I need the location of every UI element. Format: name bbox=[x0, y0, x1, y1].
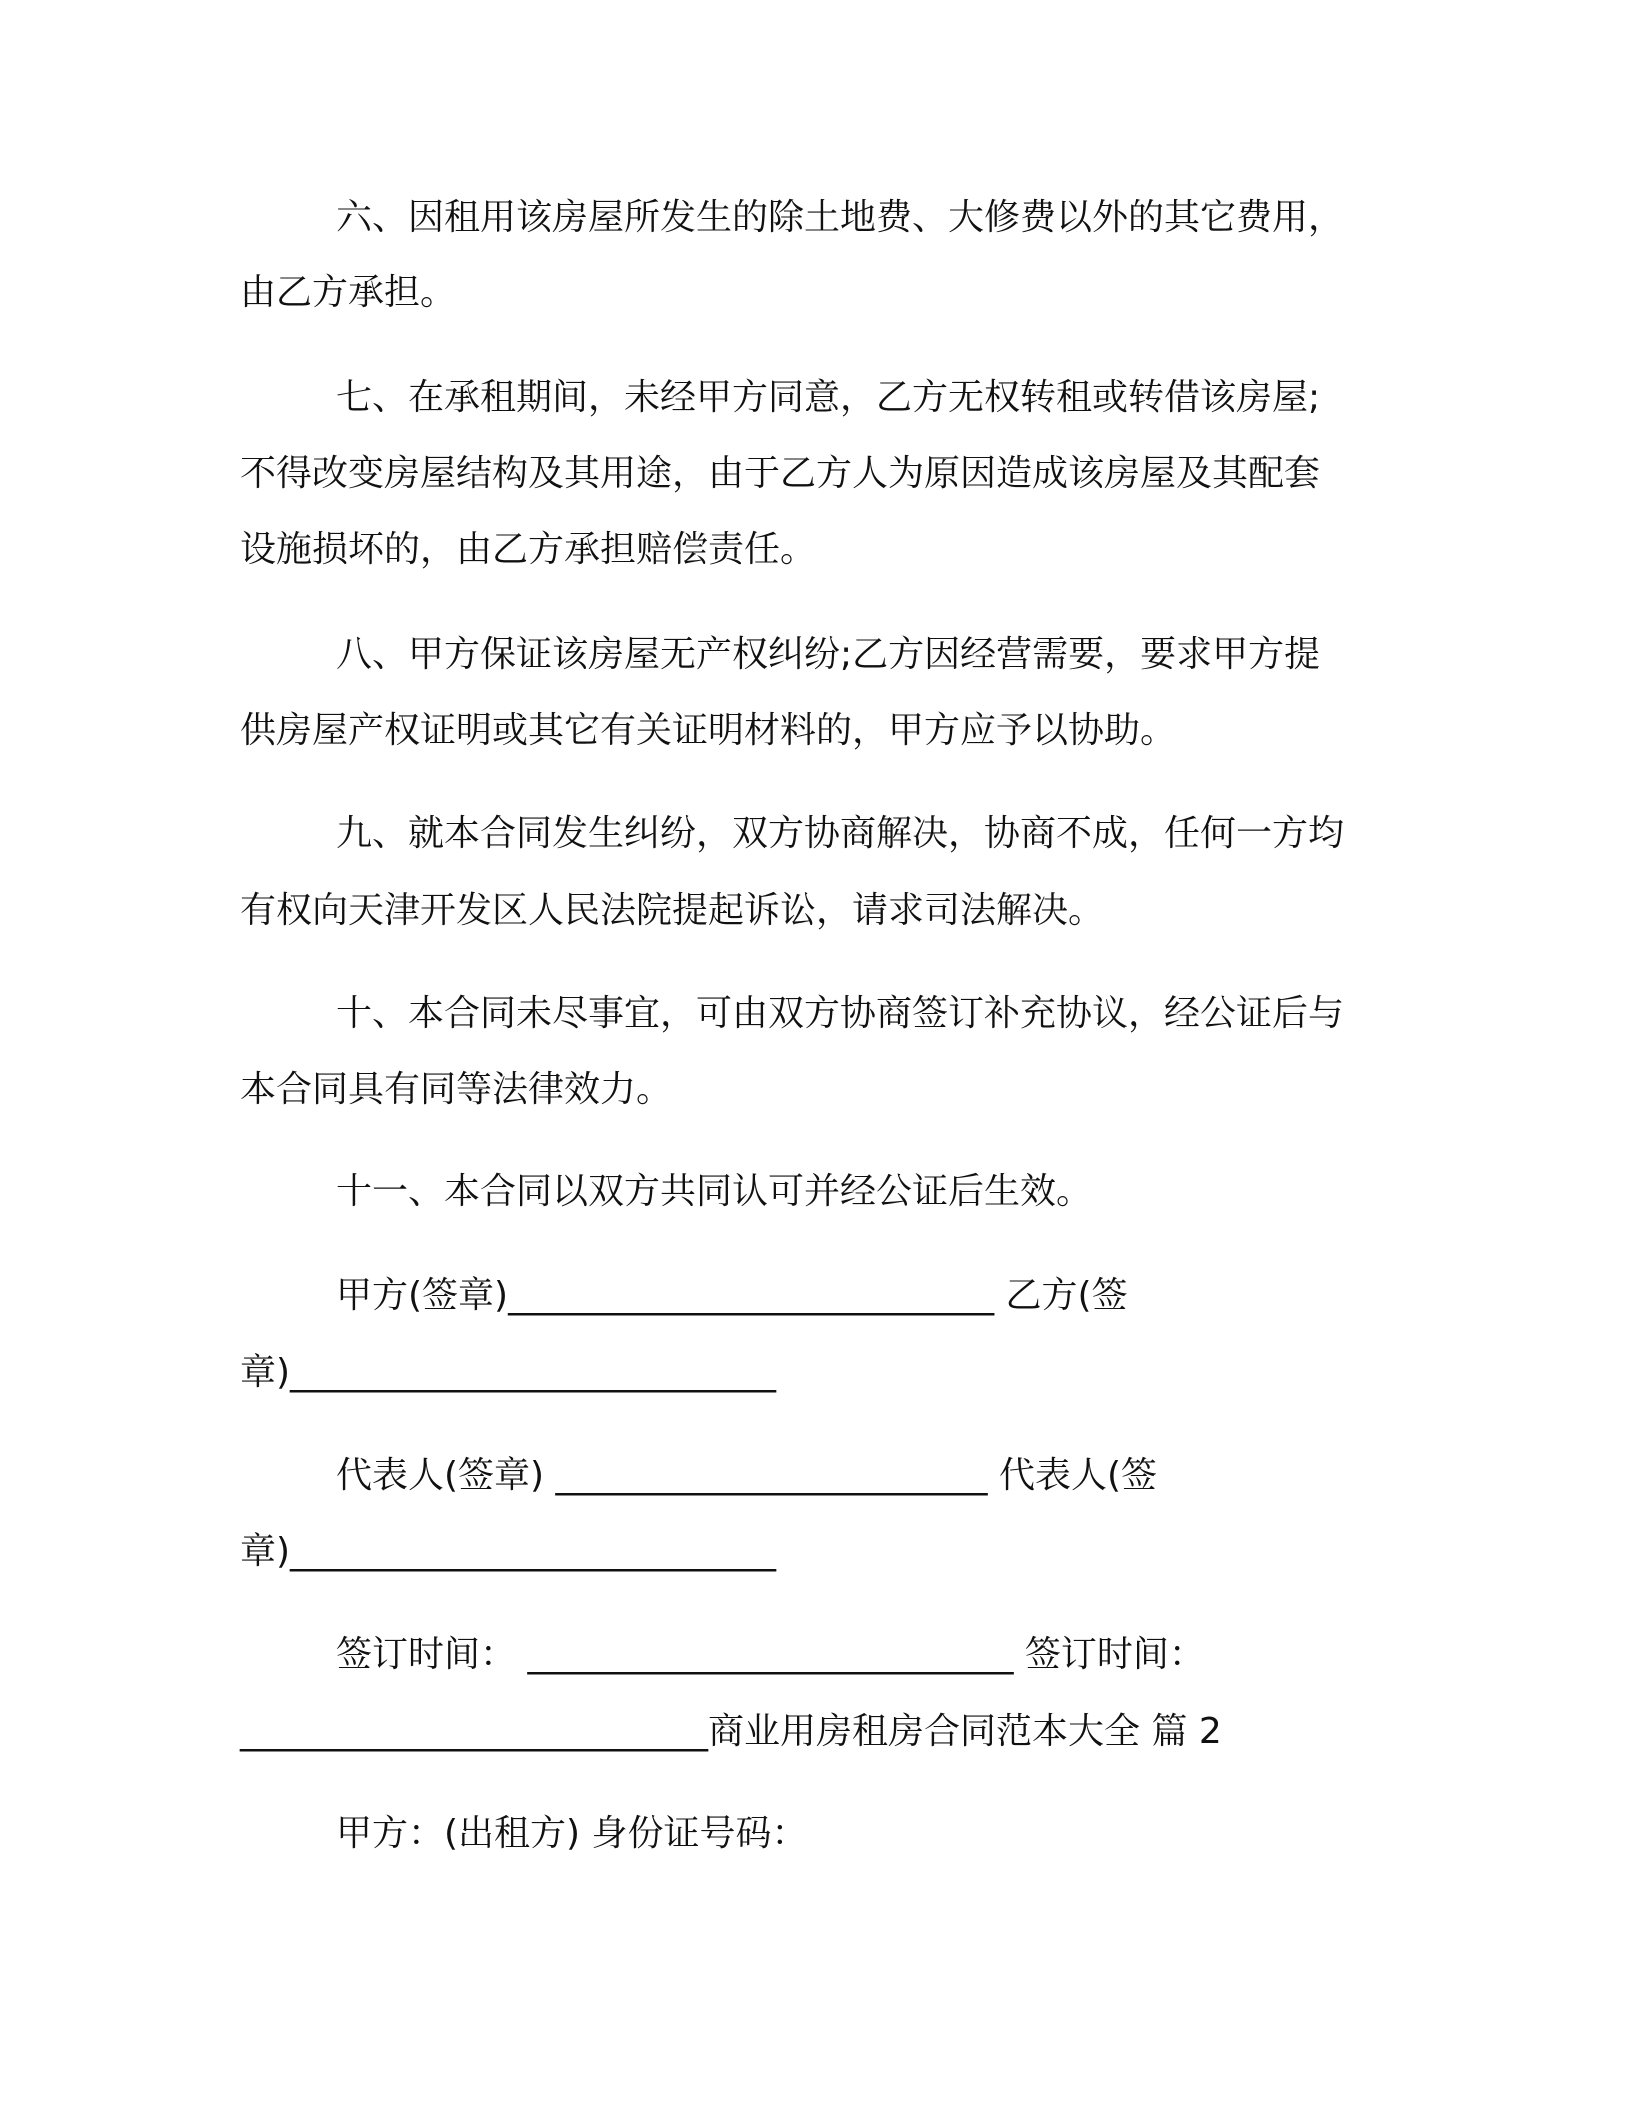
clause-10-line-1: 十、本合同未尽事宜，可由双方协商签订补充协议，经公证后与 bbox=[336, 993, 1345, 1034]
document-page bbox=[240, 0, 1420, 2112]
lessor-id-line: 甲方：(出租方) 身份证号码： bbox=[336, 1813, 808, 1854]
clause-7-line-2: 不得改变房屋结构及其用途，由于乙方人为原因造成该房屋及其配套 bbox=[240, 453, 1321, 494]
party-signature-line-1: 甲方(签章)___________________________ 乙方(签 bbox=[336, 1275, 1128, 1316]
clause-11-line-1: 十一、本合同以双方共同认可并经公证后生效。 bbox=[336, 1171, 1093, 1212]
clause-6-line-1: 六、因租用该房屋所发生的除土地费、大修费以外的其它费用， bbox=[336, 197, 1345, 238]
representative-signature-line-1: 代表人(签章) ________________________ 代表人(签 bbox=[336, 1455, 1158, 1496]
clause-10-line-2: 本合同具有同等法律效力。 bbox=[240, 1069, 673, 1110]
clause-8-line-1: 八、甲方保证该房屋无产权纠纷;乙方因经营需要，要求甲方提 bbox=[336, 634, 1321, 675]
signing-date-line-1: 签订时间： ___________________________ 签订时间： bbox=[336, 1634, 1205, 1675]
clause-9-line-2: 有权向天津开发区人民法院提起诉讼，请求司法解决。 bbox=[240, 890, 1105, 931]
clause-8-line-2: 供房屋产权证明或其它有关证明材料的，甲方应予以协助。 bbox=[240, 710, 1177, 751]
signing-date-line-2: __________________________商业用房租房合同范本大全 篇 2 bbox=[240, 1711, 1222, 1752]
party-signature-line-2: 章)___________________________ bbox=[240, 1352, 777, 1393]
clause-7-line-1: 七、在承租期间，未经甲方同意，乙方无权转租或转借该房屋; bbox=[336, 377, 1321, 418]
representative-signature-line-2: 章)___________________________ bbox=[240, 1531, 777, 1572]
clause-6-line-2: 由乙方承担。 bbox=[240, 272, 457, 313]
clause-9-line-1: 九、就本合同发生纠纷，双方协商解决，协商不成，任何一方均 bbox=[336, 813, 1345, 854]
clause-7-line-3: 设施损坏的，由乙方承担赔偿责任。 bbox=[240, 529, 817, 570]
